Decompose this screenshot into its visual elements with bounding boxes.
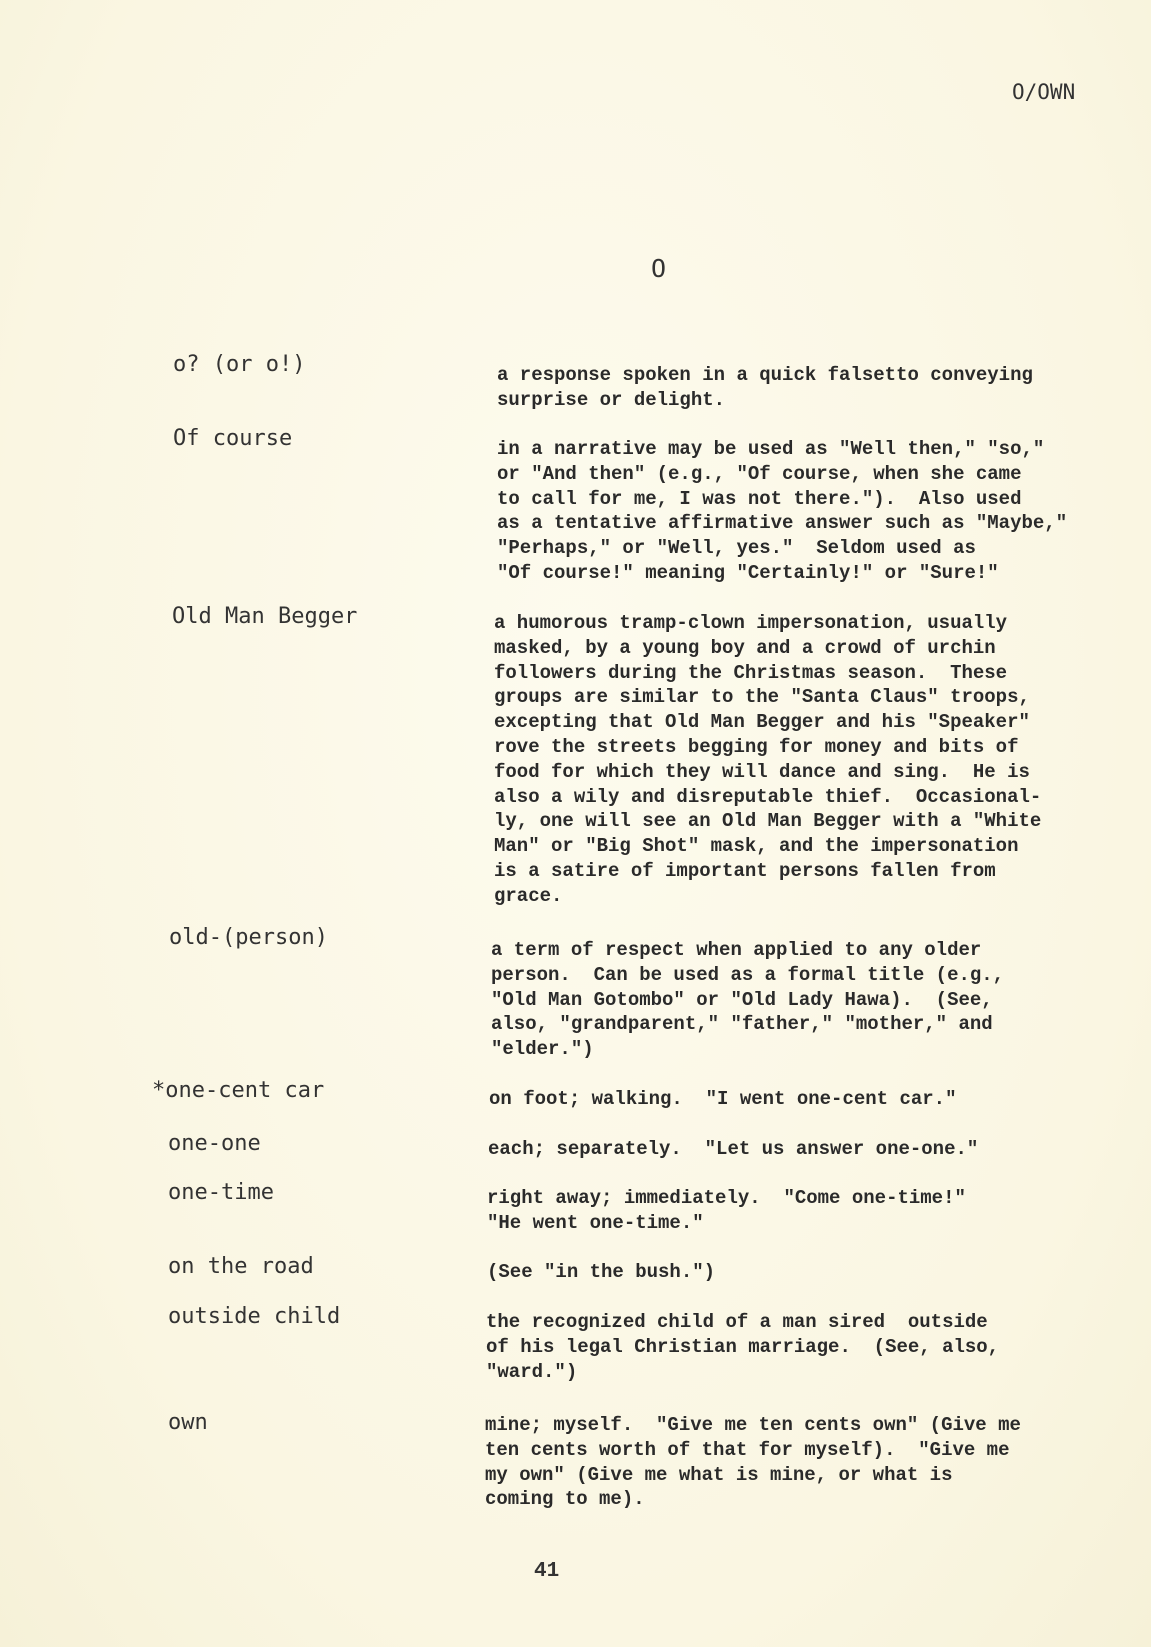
- definition-line: surprise or delight.: [497, 388, 726, 411]
- definition-line: or "And then" (e.g., "Of course, when she came: [497, 462, 1022, 485]
- definition-line: ly, one will see an Old Man Begger with a "White: [494, 810, 1042, 833]
- entry-definition: [497, 437, 1067, 586]
- definition-line: mine; myself. "Give me ten cents own" (Give me: [485, 1414, 1021, 1436]
- entry-term: old-(person): [169, 925, 328, 950]
- definition-line: (See "in the bush."): [487, 1261, 716, 1283]
- definition-line: person. Can be used as a formal title (e.g.,: [491, 963, 1005, 986]
- definition-line: "ward."): [486, 1360, 578, 1383]
- definition-line: masked, by a young boy and a crowd of urchin: [494, 636, 996, 659]
- entry-term: *one-cent car: [152, 1078, 325, 1103]
- definition-line: the recognized child of a man sired outside: [486, 1311, 988, 1333]
- definition-line: Man" or "Big Shot" mask, and the impersonation: [494, 835, 1019, 858]
- definition-line: "Perhaps," or "Well, yes." Seldom used as: [497, 537, 976, 560]
- definition-line: is a satire of important persons fallen from: [494, 859, 996, 882]
- definition-line: "Old Man Gotombo" or "Old Lady Hawa). (See,: [491, 988, 993, 1011]
- entry-definition: [497, 363, 1033, 413]
- definition-line: also a wily and disreputable thief. Occasional-: [494, 785, 1042, 808]
- definition-line: "elder."): [491, 1038, 594, 1061]
- definition-line: in a narrative may be used as "Well then," "so,": [497, 438, 1045, 460]
- definition-line: a humorous tramp-clown impersonation, usually: [494, 612, 1008, 634]
- entry-definition: [485, 1413, 1021, 1512]
- entry-definition: [494, 611, 1041, 909]
- definition-line: my own" (Give me what is mine, or what is: [485, 1463, 953, 1486]
- definition-line: excepting that Old Man Begger and his "Speaker": [494, 711, 1030, 734]
- entry-term: one-time: [168, 1180, 274, 1205]
- definition-line: a response spoken in a quick falsetto conveying: [497, 364, 1033, 386]
- entry-term: own: [168, 1410, 208, 1435]
- entry-term: Of course: [173, 426, 293, 451]
- entry-definition: [488, 1137, 978, 1162]
- definition-line: groups are similar to the "Santa Claus" troops,: [494, 686, 1030, 709]
- definition-line: each; separately. "Let us answer one-one.": [488, 1138, 979, 1160]
- definition-line: "Of course!" meaning "Certainly!" or "Sure!": [497, 561, 999, 584]
- definition-line: to call for me, I was not there."). Also used: [497, 487, 1022, 510]
- definition-line: right away; immediately. "Come one-time!": [487, 1187, 966, 1209]
- running-header: O/OWN: [1012, 80, 1076, 104]
- entry-term: on the road: [168, 1254, 314, 1279]
- definition-line: ten cents worth of that for myself). "Give me: [485, 1438, 1010, 1461]
- definition-line: as a tentative affirmative answer such as "Maybe,": [497, 512, 1068, 535]
- definition-line: rove the streets begging for money and bits of: [494, 735, 1019, 758]
- definition-line: on foot; walking. "I went one-cent car.": [489, 1088, 957, 1110]
- entry-definition: [489, 1087, 956, 1112]
- entry-term: Old Man Begger: [172, 604, 358, 629]
- definition-line: "He went one-time.": [487, 1211, 704, 1234]
- definition-line: followers during the Christmas season. These: [494, 661, 1008, 684]
- entry-term: one-one: [168, 1131, 261, 1156]
- definition-line: food for which they will dance and sing. He is: [494, 760, 1030, 783]
- entry-term: outside child: [168, 1304, 341, 1329]
- section-letter: O: [651, 254, 667, 283]
- entry-definition: [487, 1260, 715, 1285]
- entry-definition: [487, 1186, 966, 1236]
- entry-term: o? (or o!): [173, 352, 306, 377]
- definition-line: coming to me).: [485, 1488, 645, 1511]
- definition-line: of his legal Christian marriage. (See, also,: [486, 1335, 1000, 1358]
- definition-line: a term of respect when applied to any older: [491, 939, 982, 961]
- entry-definition: [486, 1310, 999, 1384]
- page-number: 41: [534, 1560, 560, 1583]
- definition-line: grace.: [494, 884, 563, 907]
- entry-definition: [491, 938, 1004, 1062]
- definition-line: also, "grandparent," "father," "mother," and: [491, 1013, 993, 1036]
